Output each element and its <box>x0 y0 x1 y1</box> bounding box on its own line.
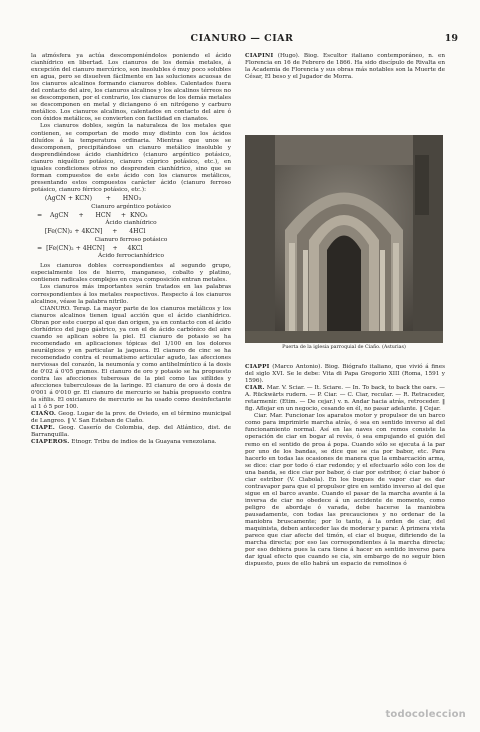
entry-text: (Hugo). Biog. Escultor italiano contemporáneo, n. en Florencia en 16 de Febrero de 1866. Ha sido discípulo de Rivalta en la Academia de Florencia y sus obras más notables son la Muerte de César, El beso y el Jugador de Morra. <box>245 53 446 81</box>
figure-caption: Puerta de la iglesia parroquial de Ciaño. (Asturias) <box>282 345 406 350</box>
entry-text: Geog. Caserío de Colombia, dep. del Atlántico, dist. de Barranquilla. <box>31 425 231 439</box>
entry-headword: CIAÑO. <box>31 411 57 418</box>
dictionary-entry <box>31 439 231 446</box>
running-header <box>26 33 458 47</box>
entry-headword: CIAPINI <box>245 53 274 59</box>
chemical-formula: (AgCN + KCN) + HNO₃ <box>37 194 142 202</box>
entry-headword: CIAR. <box>245 385 265 392</box>
entry-headword: CIAPEROS. <box>31 439 70 446</box>
paragraph: Los cianuros dobles correspondientes al segundo grupo, especialmente los de hierro, manganeso, cobalto y platino, contienen radicales complejos en cuya composición entran metales. <box>31 263 231 284</box>
formula-caption: Cianuro argéntico potásico <box>91 203 171 210</box>
entry-headword: CIAPPI <box>245 364 270 370</box>
page-number: 19 <box>444 33 458 44</box>
dictionary-entry <box>245 53 445 81</box>
chemical-formula: = [Fe(CN)₂ + 4HCN] + 4KCl <box>37 244 143 252</box>
entry-text: (Marco Antonio). Biog. Biógrafo italiano, que vivió á fines del siglo XVI. Se le debe: Vita di Papa Gregorio XIII (Roma, 1591 y 1596). <box>245 364 446 385</box>
paragraph: Los cianuros más importantes serán tratados en las palabras correspondientes á los metales respectivos. Respecto á los cianuros alcalinos, véase la palabra nitrilo. <box>31 284 231 305</box>
dictionary-entry <box>245 385 445 413</box>
entry-headword: CIAPE. <box>31 425 55 432</box>
chemical-formula: = AgCN + HCN + KNO₃ <box>37 211 148 219</box>
paragraph: Los cianuros dobles, según la naturaleza de los metales que contienen, se comportan de modo muy distinto con los ácidos diluídos á la temperatura ordinaria. Mientras que unos se descomponen, precipitándose un cianuro metálico insoluble y desprendiéndose ácido cianhídrico (cianuro argéntico potásico, cianuro niquélico potásico, cianuro cúprico potásico, etc.), en iguales condiciones otros no desprenden cianhídrico, sino que se forman compuestos de este ácido con los cianuros metálicos, presentando estos compuestos carácter ácido (cianuro ferroso potásico, cianuro férrico potásico, etc.): <box>31 123 231 193</box>
chemical-formula: [Fe(CN)₂ + 4KCN] + 4HCl <box>37 228 146 236</box>
right-column-bottom <box>245 364 445 568</box>
dictionary-entry <box>245 364 445 385</box>
paragraph: la atmósfera ya actúa descomponiéndolos poniendo el ácido cianhídrico en libertad. Los cianuros de los demás metales, á excepción del cianuro mercúrico, son insolubles ó muy poco solubles en agua, pero se disuelven fácilmente en las soluciones acuosas de los cianuros alcalinos formando cianuros dobles. Calentados fuera del contacto del aire, los cianuros alcalinos y los alcalinos térreos no se descomponen, por el contrario, los cianuros de los demás metales se descomponen en metal y diciangeno ó en nitrógeno y carburo metálico. Los cianuros alcalinos, calentados en contacto del aire ó con óxidos metálicos, se convierten con facilidad en cianatos. <box>31 53 231 123</box>
paragraph: CIANURO. Terap. La mayor parte de los cianuros metálicos y los cianuros alcalinos tienen igual acción que el ácido cianhídrico. Obran por este cuerpo al que dan origen, ya en contacto con el ácido clorhídrico del jugo gástrico, ya con el de ácido carbónico del aire cuando se aplican sobre la piel. El cianuro de potasio se ha recomendado en aplicaciones tópicas del 1/100 en los dolores neurálgicos y en particular la jaqueca. El cianuro de cinc se ha recomendado contra el reumatismo articular agudo, las afecciones nerviosas del corazón, la neumonía y como antihelmíntico á la dosis de 0'02 á 0'05 gramos. El cianuro de oro y potasio se ha propuesto contra las afecciones tuberosas de la piel como las sifílides y afecciones tuberculosas de la laringe. El cianuro de oro á dosis de 0'001 á 0'010 gr. El cianuro de mercurio se había propuesto contra la sífilis. El oxicianuro de mercurio se ha usado como desinfectante al 1 ó 5 por 100. <box>31 305 231 411</box>
right-column-top <box>245 53 445 81</box>
formula-caption: Ácido cianhídrico <box>105 220 157 227</box>
dictionary-entry <box>31 425 231 439</box>
running-title: CIANURO — CIAR <box>190 33 294 44</box>
entry-text: Geog. Lugar de la prov. de Oviedo, en el término municipal de Langreo. ‖ V. San Esteban de Ciaño. <box>31 411 231 425</box>
paragraph: Ciar. Mar. Funcionar los aparatos motor y propulsor de un barco como para imprimirle marcha atrás, ó sea en sentido inverso al del funcionamiento normal. Así en las naves con remos consiste la operación de ciar en bogar al revés, ó sea empujando el guión del remo en el sentido de proa á popa. Cuando sólo se ejecuta á la par por uno de los bandas, se dice que se cia por babor, etc. Para hacerlo en todas las ocasiones de manera que la embarcación arma, se dice: ciar por todo ó ciar redondo; y el efectuarlo sólo con los de una banda, se dice ciar por babor, ó ciar por estribor, ó ciar babor ó ciar estribor (V. Ciabola). En los buques de vapor ciar es dar contravapor para que el propulsor gire en sentido inverso al del que sigue en el barco avante. Cuando el pasar de la marcha avante á la inversa de ciar no obedece á un accidente de momento, como peligro de abordaje ó varada, debe hacerse la maniobra pausadamente, con todas las precauciones y no ordenar de la maniobra bruscamente; por lo tanto, á la orden de ciar, del maquinista, deben anteceder las de moderar y parar. Á primera vista parece que ciar afecte del timón, el ciar el buque, difiriendo de la marcha directa; por eso las correspondientes á la marcha directa; por eso debiera pues la cara tiene á hacer en sentido inverso para dar igual efecto que cuando se cia, sin embargo de no seguir bien dispuesto, pues de ello habrá un espacio de remolinos ó <box>245 413 445 568</box>
formula-caption: Cianuro ferroso potásico <box>94 236 168 243</box>
entry-text: Etnogr. Tribu de indios de la Guayana venezolana. <box>71 439 217 446</box>
church-door-photo <box>245 135 443 343</box>
entry-text: Mar. V. Sciar. — It. Sciare. — In. To back, to back the oars. — A. Rückwärts rudern. — P. Ciar. — C. Ciar, recular. — R. Retraceder, retarmenir. (Etim. — De cejar.) v. n. Andar hacia atrás, retroceder. ‖ fig. Aflojar en un negocio, cesando en él, no pasar adelante. ‖ Cejar. <box>245 385 445 413</box>
dictionary-entry <box>31 411 231 425</box>
left-column <box>31 53 231 447</box>
formula-caption: Ácido ferrocianhídrico <box>98 253 164 260</box>
watermark-logo: todocoleccion <box>385 709 466 720</box>
church-door-figure <box>245 135 443 353</box>
